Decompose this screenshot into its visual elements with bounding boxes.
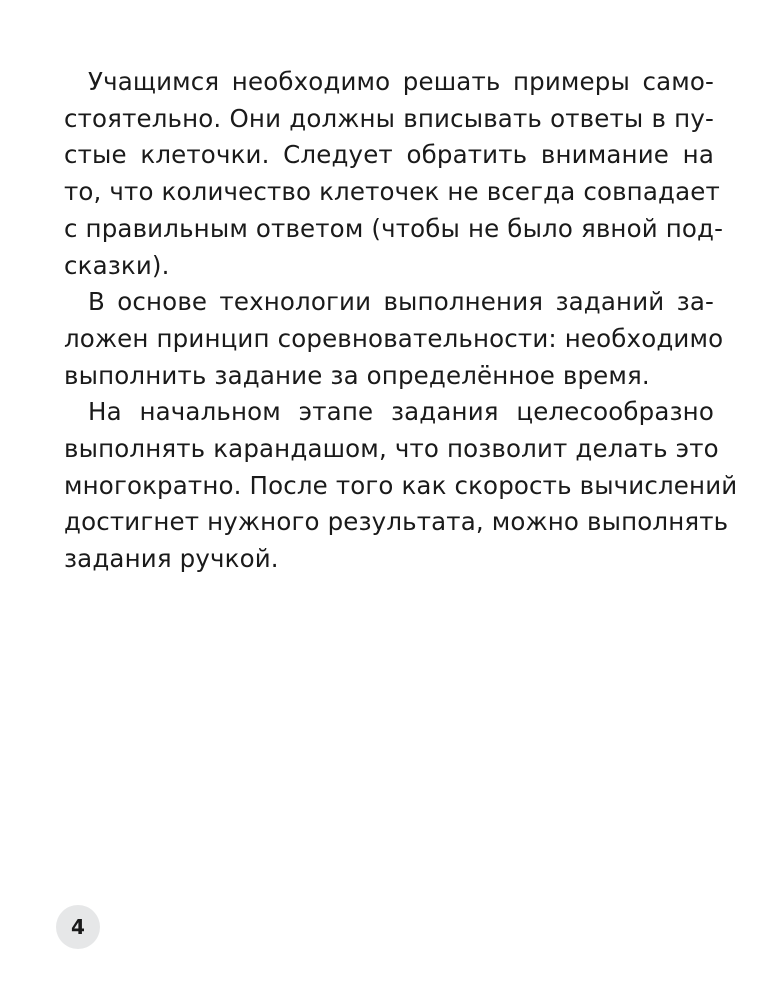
page-number-badge (56, 905, 100, 949)
text-line: В основе технологии выполнения заданий за- (88, 287, 714, 317)
paragraph (64, 64, 724, 284)
body-text (64, 64, 738, 578)
paragraph (64, 284, 724, 394)
text-line: На начальном этапе задания целесообразно (88, 397, 714, 427)
text-line: выполнять карандашом, что позволит делать это (64, 434, 719, 464)
paragraph (64, 394, 738, 578)
text-line: сказки). (64, 250, 170, 280)
page-number: 4 (71, 915, 85, 939)
text-line: задания ручкой. (64, 544, 279, 574)
text-line: достигнет нужного результата, можно выполнять (64, 507, 729, 537)
text-line: ложен принцип соревновательности: необходимо (64, 323, 724, 353)
text-line: стые клеточки. Следует обратить внимание на (64, 140, 714, 170)
text-line: стоятельно. Они должны вписывать ответы в пу- (64, 103, 714, 133)
text-line: многократно. После того как скорость вычислений (64, 470, 738, 500)
text-line: выполнить задание за определённое время. (64, 360, 650, 390)
text-line: Учащимся необходимо решать примеры само- (88, 67, 714, 96)
text-line: то, что количество клеточек не всегда совпадает (64, 177, 720, 207)
text-line: с правильным ответом (чтобы не было явной под- (64, 213, 724, 243)
